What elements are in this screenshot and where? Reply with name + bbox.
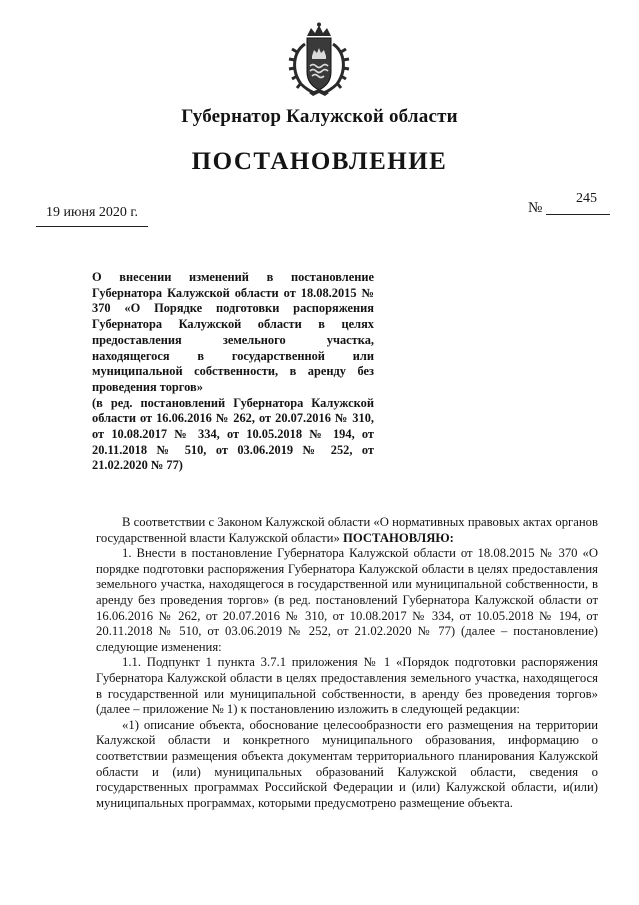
preamble-paragraph	[96, 515, 598, 546]
number-sign: №	[528, 200, 543, 216]
governor-title: Губернатор Калужской области	[181, 106, 458, 127]
document-number: 245	[576, 191, 597, 206]
kaluga-coat-of-arms-icon	[285, 22, 353, 98]
item-1-1-paragraph: 1.1. Подпункт 1 пункта 3.7.1 приложения № 1 «Порядок подготовки распоряжения Губернатора Калужской области в целях предоставления земельного участка, находящегося в государственной или муниципальной собственности, в аренду без проведения торгов» (далее – приложение № 1) к постановлению изложить в следующей редакции:	[96, 655, 598, 717]
preamble-text: В соответствии с Законом Калужской области «О нормативных правовых актах органов государственной власти Калужской области»	[96, 515, 598, 545]
subject-title: О внесении изменений в постановление Губернатора Калужской области от 18.08.2015 № 370 «О Порядке подготовки распоряжения Губернатора Калужской области в целях предоставления земельного участка, находящегося в государственной или муниципальной собственности, в аренду без проведения торгов»	[92, 270, 374, 394]
quoted-paragraph: «1) описание объекта, обоснование целесообразности его размещения на территории Калужской области и конкретного муниципального образования, информацию о соответствии размещения объекта документам территориального планирования Калужской области и (или) муниципальных образований Калужской области, сведения о государственных программах Российской Федерации и (или) Калужской области, и(или) муниципальных программах, которыми предусмотрено размещение объекта.	[96, 717, 598, 810]
document-type-heading: ПОСТАНОВЛЕНИЕ	[191, 148, 448, 175]
document-body	[96, 515, 598, 811]
number-underline	[546, 214, 610, 215]
date-underline	[36, 226, 148, 227]
document-subject	[92, 270, 374, 474]
document-date: 19 июня 2020 г.	[46, 205, 139, 220]
subject-amendments: (в ред. постановлений Губернатора Калужской области от 16.06.2016 № 262, от 20.07.2016 № 310, от 10.08.2017 № 334, от 10.05.2018 № 194, от 20.11.2018 № 510, от 03.06.2019 № 252, от 21.02.2020 № 77)	[92, 395, 374, 473]
decree-word: ПОСТАНОВЛЯЮ:	[342, 530, 454, 545]
item-1-paragraph: 1. Внести в постановление Губернатора Калужской области от 18.08.2015 № 370 «О порядке подготовки распоряжения Губернатора Калужской области в целях предоставления земельного участка, находящегося в государственной или муниципальной собственности, в аренду без проведения торгов» (в ред. постановлений Губернатора Калужской области от 16.06.2016 № 262, от 20.07.2016 № 310, от 10.08.2017 № 334, от 10.05.2018 № 194, от 20.11.2018 № 510, от 03.06.2019 № 252, от 21.02.2020 № 77) (далее – постановление) следующие изменения:	[96, 546, 598, 654]
